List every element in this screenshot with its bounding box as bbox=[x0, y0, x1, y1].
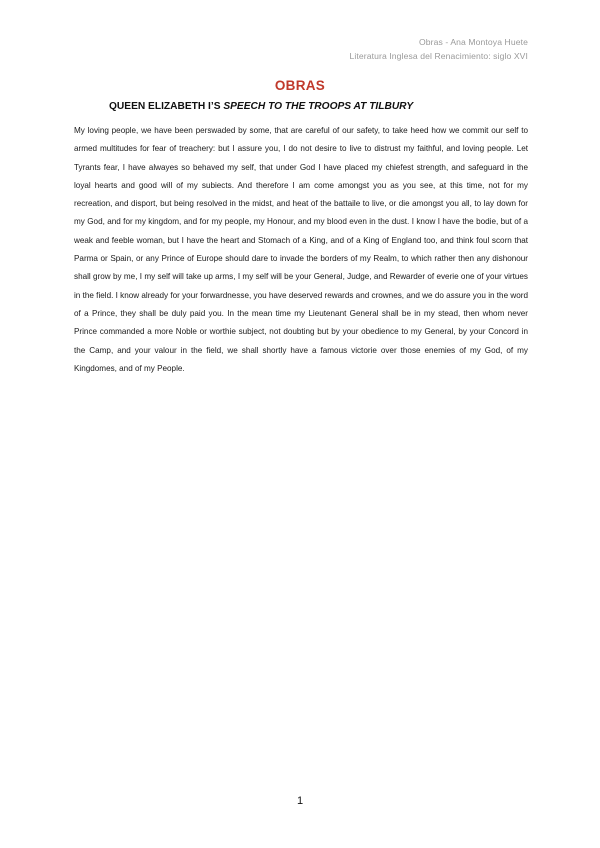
header-course-line: Literatura Inglesa del Renacimiento: siglo XVI bbox=[349, 50, 528, 61]
running-header bbox=[350, 36, 528, 63]
section-heading-prefix: QUEEN ELIZABETH I’S bbox=[109, 101, 224, 112]
header-author-line: Obras - Ana Montoya Huete bbox=[418, 37, 528, 47]
page-number: 1 bbox=[296, 795, 304, 807]
page-title: OBRAS bbox=[274, 78, 326, 93]
section-heading bbox=[109, 101, 413, 112]
section-heading-italic: SPEECH TO THE TROOPS AT TILBURY bbox=[223, 101, 414, 112]
speech-paragraph: My loving people, we have been perswaded by some, that are careful of our safety, to take heed how we commit our self to armed multitudes for fear of treachery: but I assure you, I do not desire to live to distrust my faithful, and loving people. Let Tyrants fear, I have alwayes so behaved my self, that under God I have placed my chiefest strength, and safeguard in the loyal hearts and good will of my subiects. And therefore I am come amongst you as you see, at this time, not for my recreation, and disport, but being resolved in the midst, and heat of the battaile to live, or die amongst you all, to lay down for my God, and for my kingdom, and for my people, my Honour, and my blood even in the dust. I know I have the bodie, but of a weak and feeble woman, but I have the heart and Stomach of a King, and of a King of England too, and think foul scorn that Parma or Spain, or any Prince of Europe should dare to invade the borders of my Realm, to which rather then any dishonour shall grow by me, I my self will take up arms, I my self will be your General, Judge, and Rewarder of everie one of your virtues in the field. I know already for your forwardnesse, you have deserved rewards and crownes, and we do assure you in the word of a Prince, they shall be duly paid you. In the mean time my Lieutenant General shall be in my stead, then whom never Prince commanded a more Noble or worthie subject, not doubting but by your obedience to my General, by your Concord in the Camp, and your valour in the field, we shall shortly have a famous victorie over those enemies of my God, of my Kingdomes, and of my People. bbox=[74, 126, 528, 373]
